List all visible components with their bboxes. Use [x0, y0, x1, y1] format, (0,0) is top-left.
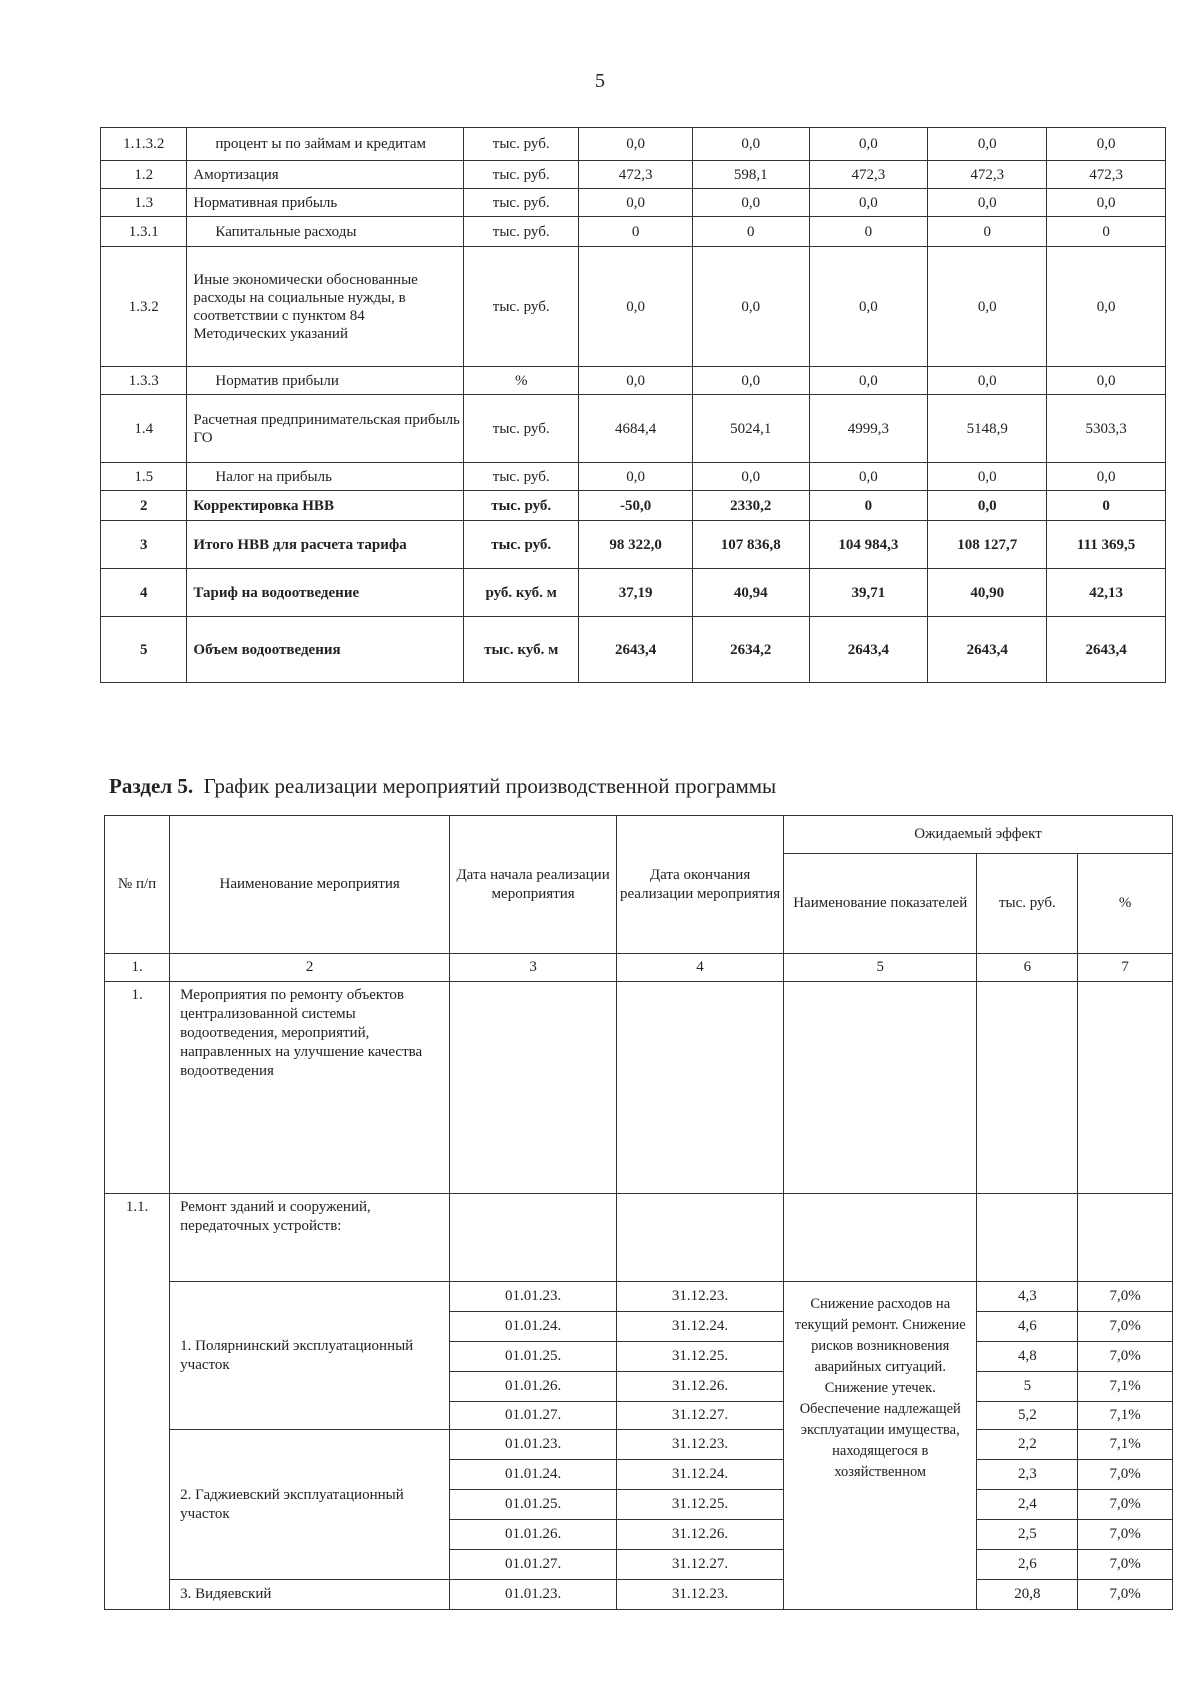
schedule-row [105, 1430, 1173, 1460]
row-name: Тариф на водоотведение [187, 569, 464, 617]
effect-thousand-rub: 2,5 [977, 1520, 1078, 1550]
row-number: 5 [101, 617, 187, 683]
row-unit: тыс. руб. [463, 491, 579, 521]
row-number: 1.1.3.2 [101, 128, 187, 161]
row-value: 0,0 [692, 247, 809, 367]
row-number: 3 [101, 521, 187, 569]
site-name: 1. Полярнинский эксплуатационный участок [170, 1282, 450, 1430]
end-date: 31.12.24. [617, 1460, 784, 1490]
end-date: 31.12.27. [617, 1402, 784, 1430]
row-value: 98 322,0 [579, 521, 692, 569]
row-value: 0 [809, 491, 928, 521]
item-1-num: 1. [105, 982, 170, 1194]
start-date: 01.01.26. [450, 1372, 617, 1402]
row-value: 37,19 [579, 569, 692, 617]
row-value: -50,0 [579, 491, 692, 521]
expected-effect: Снижение расходов на текущий ремонт. Снижение рисков возникновения аварийных ситуаций. Снижение утечек. Обеспечение надлежащей эксплуатации имущества, находящегося в хозяйственном [784, 1282, 977, 1610]
col-num-5: 5 [784, 954, 977, 982]
header-thousand-rub: тыс. руб. [977, 854, 1078, 954]
row-value: 2643,4 [579, 617, 692, 683]
row-unit: тыс. руб. [463, 189, 579, 217]
schedule-row [105, 1580, 1173, 1610]
effect-thousand-rub: 4,8 [977, 1342, 1078, 1372]
row-value: 0,0 [928, 491, 1047, 521]
start-date: 01.01.26. [450, 1520, 617, 1550]
end-date: 31.12.23. [617, 1282, 784, 1312]
row-number: 4 [101, 569, 187, 617]
col-num-1: 1. [105, 954, 170, 982]
row-unit: тыс. руб. [463, 463, 579, 491]
effect-percent: 7,1% [1078, 1402, 1173, 1430]
col-num-7: 7 [1078, 954, 1173, 982]
row-name: Итого НВВ для расчета тарифа [187, 521, 464, 569]
row-name: Корректировка НВВ [187, 491, 464, 521]
col-num-4: 4 [617, 954, 784, 982]
row-value: 4999,3 [809, 395, 928, 463]
row-unit: тыс. руб. [463, 247, 579, 367]
budget-row [101, 217, 1166, 247]
effect-percent: 7,0% [1078, 1282, 1173, 1312]
end-date: 31.12.27. [617, 1550, 784, 1580]
row-value: 0 [928, 217, 1047, 247]
row-number: 1.3 [101, 189, 187, 217]
row-unit: тыс. руб. [463, 128, 579, 161]
row-number: 1.3.2 [101, 247, 187, 367]
budget-row [101, 569, 1166, 617]
row-value: 0,0 [809, 463, 928, 491]
row-value: 0,0 [1047, 128, 1166, 161]
start-date: 01.01.23. [450, 1282, 617, 1312]
row-value: 0,0 [928, 247, 1047, 367]
row-name: Расчетная предпринимательская прибыль ГО [187, 395, 464, 463]
row-value: 0,0 [928, 128, 1047, 161]
row-value: 598,1 [692, 161, 809, 189]
budget-row [101, 521, 1166, 569]
effect-thousand-rub: 4,3 [977, 1282, 1078, 1312]
row-value: 0,0 [579, 128, 692, 161]
site-name: 2. Гаджиевский эксплуатационный участок [170, 1430, 450, 1580]
row-value: 2330,2 [692, 491, 809, 521]
row-value: 0,0 [692, 367, 809, 395]
header-indicators: Наименование показателей [784, 854, 977, 954]
row-name: Налог на прибыль [187, 463, 464, 491]
header-effect: Ожидаемый эффект [784, 816, 1173, 854]
effect-thousand-rub: 5 [977, 1372, 1078, 1402]
effect-percent: 7,0% [1078, 1490, 1173, 1520]
row-value: 2643,4 [809, 617, 928, 683]
header-percent: % [1078, 854, 1173, 954]
col-num-6: 6 [977, 954, 1078, 982]
effect-thousand-rub: 5,2 [977, 1402, 1078, 1430]
row-number: 1.4 [101, 395, 187, 463]
row-value: 0 [1047, 217, 1166, 247]
row-number: 1.5 [101, 463, 187, 491]
effect-percent: 7,0% [1078, 1520, 1173, 1550]
budget-row [101, 161, 1166, 189]
start-date: 01.01.27. [450, 1402, 617, 1430]
effect-percent: 7,1% [1078, 1372, 1173, 1402]
item-1-1-text: Ремонт зданий и сооружений, передаточных устройств: [170, 1194, 450, 1282]
effect-percent: 7,0% [1078, 1460, 1173, 1490]
end-date: 31.12.23. [617, 1580, 784, 1610]
schedule-row [105, 1282, 1173, 1312]
effect-thousand-rub: 2,6 [977, 1550, 1078, 1580]
budget-row [101, 247, 1166, 367]
item-1-1-row [105, 1194, 1173, 1282]
header-num: № п/п [105, 816, 170, 954]
row-value: 107 836,8 [692, 521, 809, 569]
header-start: Дата начала реализации мероприятия [450, 816, 617, 954]
row-value: 0,0 [1047, 247, 1166, 367]
row-value: 2643,4 [928, 617, 1047, 683]
row-value: 472,3 [809, 161, 928, 189]
start-date: 01.01.24. [450, 1460, 617, 1490]
section-heading: График реализации мероприятий производственной программы [203, 774, 777, 798]
row-name: Нормативная прибыль [187, 189, 464, 217]
budget-table [100, 127, 1166, 683]
row-value: 4684,4 [579, 395, 692, 463]
effect-thousand-rub: 2,3 [977, 1460, 1078, 1490]
budget-row [101, 491, 1166, 521]
row-value: 0,0 [928, 463, 1047, 491]
effect-percent: 7,0% [1078, 1550, 1173, 1580]
row-number: 1.3.3 [101, 367, 187, 395]
row-value: 5024,1 [692, 395, 809, 463]
row-unit: % [463, 367, 579, 395]
start-date: 01.01.23. [450, 1580, 617, 1610]
row-value: 0,0 [928, 189, 1047, 217]
row-value: 0 [1047, 491, 1166, 521]
end-date: 31.12.26. [617, 1520, 784, 1550]
item-1-text: Мероприятия по ремонту объектов централизованной системы водоотведения, мероприятий, направленных на улучшение качества водоотведения [170, 982, 450, 1194]
row-unit: тыс. руб. [463, 161, 579, 189]
effect-percent: 7,0% [1078, 1312, 1173, 1342]
start-date: 01.01.25. [450, 1490, 617, 1520]
row-value: 0,0 [579, 189, 692, 217]
effect-thousand-rub: 4,6 [977, 1312, 1078, 1342]
row-value: 40,90 [928, 569, 1047, 617]
row-value: 5148,9 [928, 395, 1047, 463]
row-name: Объем водоотведения [187, 617, 464, 683]
row-value: 0,0 [692, 463, 809, 491]
row-name: Амортизация [187, 161, 464, 189]
col-num-3: 3 [450, 954, 617, 982]
row-value: 0,0 [809, 128, 928, 161]
effect-thousand-rub: 20,8 [977, 1580, 1078, 1610]
start-date: 01.01.24. [450, 1312, 617, 1342]
end-date: 31.12.25. [617, 1342, 784, 1372]
row-value: 39,71 [809, 569, 928, 617]
row-unit: тыс. руб. [463, 521, 579, 569]
item-1-row [105, 982, 1173, 1194]
budget-row [101, 189, 1166, 217]
row-value: 472,3 [579, 161, 692, 189]
section-title [109, 774, 776, 799]
row-value: 0,0 [579, 367, 692, 395]
row-number: 2 [101, 491, 187, 521]
row-value: 0 [809, 217, 928, 247]
row-name: Иные экономически обоснованные расходы на социальные нужды, в соответствии с пунктом 84 Методических указаний [187, 247, 464, 367]
start-date: 01.01.25. [450, 1342, 617, 1372]
row-value: 0,0 [1047, 463, 1166, 491]
row-value: 0,0 [809, 367, 928, 395]
budget-row [101, 395, 1166, 463]
col-num-2: 2 [170, 954, 450, 982]
end-date: 31.12.23. [617, 1430, 784, 1460]
row-number: 1.2 [101, 161, 187, 189]
end-date: 31.12.25. [617, 1490, 784, 1520]
section-label: Раздел 5. [109, 774, 194, 798]
start-date: 01.01.27. [450, 1550, 617, 1580]
row-name: Капитальные расходы [187, 217, 464, 247]
header-name: Наименование мероприятия [170, 816, 450, 954]
effect-percent: 7,1% [1078, 1430, 1173, 1460]
effect-percent: 7,0% [1078, 1342, 1173, 1372]
row-value: 40,94 [692, 569, 809, 617]
row-value: 42,13 [1047, 569, 1166, 617]
row-value: 2643,4 [1047, 617, 1166, 683]
budget-row [101, 617, 1166, 683]
start-date: 01.01.23. [450, 1430, 617, 1460]
row-value: 111 369,5 [1047, 521, 1166, 569]
header-row [105, 816, 1173, 854]
row-unit: тыс. куб. м [463, 617, 579, 683]
row-value: 108 127,7 [928, 521, 1047, 569]
schedule-table [104, 815, 1173, 1610]
row-name: Норматив прибыли [187, 367, 464, 395]
row-value: 0,0 [692, 128, 809, 161]
row-unit: тыс. руб. [463, 217, 579, 247]
budget-row [101, 128, 1166, 161]
header-end: Дата окончания реализации мероприятия [617, 816, 784, 954]
row-value: 0 [692, 217, 809, 247]
budget-row [101, 367, 1166, 395]
row-value: 5303,3 [1047, 395, 1166, 463]
page-number: 5 [595, 70, 605, 92]
row-number: 1.3.1 [101, 217, 187, 247]
effect-thousand-rub: 2,2 [977, 1430, 1078, 1460]
end-date: 31.12.24. [617, 1312, 784, 1342]
row-name: процент ы по займам и кредитам [187, 128, 464, 161]
budget-row [101, 463, 1166, 491]
effect-thousand-rub: 2,4 [977, 1490, 1078, 1520]
row-value: 2634,2 [692, 617, 809, 683]
row-value: 104 984,3 [809, 521, 928, 569]
row-value: 472,3 [1047, 161, 1166, 189]
row-value: 0,0 [579, 247, 692, 367]
end-date: 31.12.26. [617, 1372, 784, 1402]
site-name: 3. Видяевский [170, 1580, 450, 1610]
row-value: 472,3 [928, 161, 1047, 189]
item-1-1-num: 1.1. [105, 1194, 170, 1610]
row-value: 0,0 [579, 463, 692, 491]
row-value: 0 [579, 217, 692, 247]
row-value: 0,0 [1047, 367, 1166, 395]
row-value: 0,0 [809, 247, 928, 367]
row-value: 0,0 [692, 189, 809, 217]
effect-percent: 7,0% [1078, 1580, 1173, 1610]
row-value: 0,0 [809, 189, 928, 217]
row-value: 0,0 [928, 367, 1047, 395]
column-number-row [105, 954, 1173, 982]
row-value: 0,0 [1047, 189, 1166, 217]
row-unit: тыс. руб. [463, 395, 579, 463]
row-unit: руб. куб. м [463, 569, 579, 617]
